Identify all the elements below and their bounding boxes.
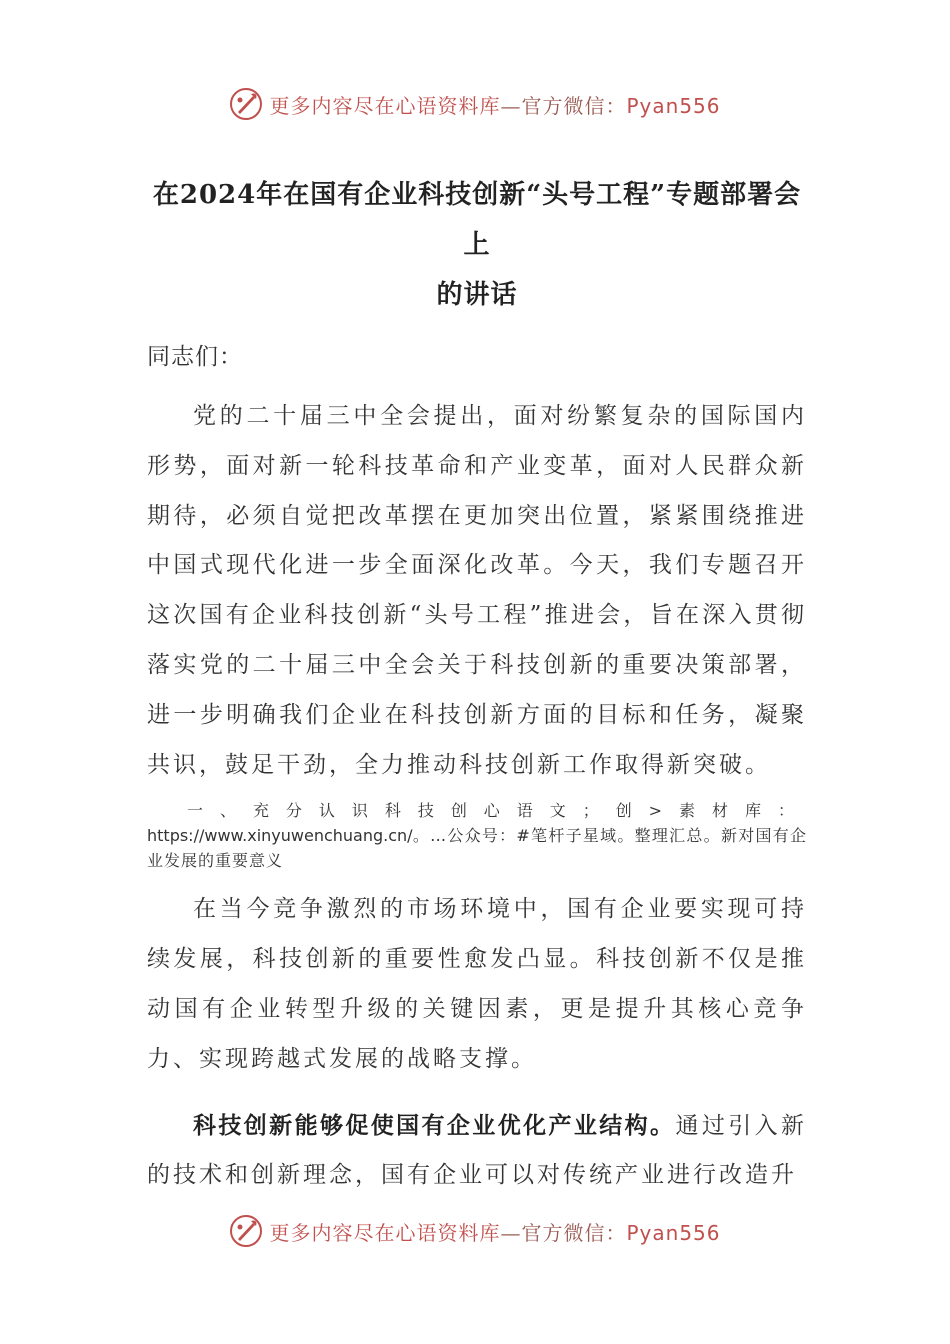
watermark-sub: —官方微信： — [500, 1220, 627, 1245]
title-line-1: 在2024年在国有企业科技创新“头号工程”专题部署会上 — [152, 180, 802, 260]
watermark-main: 更多内容尽在心语资料库 — [269, 93, 501, 118]
paragraph-3-body: 通过引入新的技术和创新理念，国有企业可以对传统产业进行改造升 — [147, 1112, 808, 1189]
paragraph-3-lead: 科技创新能够促使国有企业优化产业结构。 — [193, 1111, 676, 1139]
watermark-main: 更多内容尽在心语资料库 — [269, 1220, 501, 1245]
document-body — [147, 170, 807, 1201]
heading-url: https://www.xinyuwenchuang.cn/ — [147, 826, 413, 846]
heading-part-2: 。…公众号：#笔杆子星域。整理汇总。新对国有企业发展的重要意义 — [147, 826, 807, 871]
document-title — [147, 170, 807, 320]
greeting: 同志们： — [147, 344, 243, 370]
quill-pen-logo-icon — [229, 1214, 263, 1248]
quill-pen-logo-icon — [229, 87, 263, 121]
watermark-id: Pyan556 — [626, 1220, 721, 1245]
heading-part-1: 一、充分认识科技创心语文；创>素材库： — [187, 801, 807, 821]
watermark-sub: —官方微信： — [500, 93, 627, 118]
title-line-2: 的讲话 — [436, 280, 518, 310]
watermark-id: Pyan556 — [626, 93, 721, 118]
watermark-banner-top — [0, 84, 950, 124]
section-heading-1 — [147, 798, 807, 873]
paragraph-1: 党的二十届三中全会提出，面对纷繁复杂的国际国内形势，面对新一轮科技革命和产业变革，面对人民群众新期待，必须自觉把改革摆在更加突出位置，紧紧围绕推进中国式现代化进一步全面深化改革。今天，我们专题召开这次国有企业科技创新“头号工程”推进会，旨在深入贯彻落实党的二十届三中全会关于科技创新的重要决策部署，进一步明确我们企业在科技创新方面的目标和任务，凝聚共识，鼓足干劲，全力推动科技创新工作取得新突破。 — [147, 403, 807, 778]
watermark-text — [269, 1217, 720, 1246]
watermark-banner-bottom — [0, 1211, 950, 1251]
watermark-text — [269, 90, 720, 119]
paragraph-3 — [147, 1101, 807, 1202]
paragraph-2: 在当今竞争激烈的市场环境中，国有企业要实现可持续发展，科技创新的重要性愈发凸显。科技创新不仅是推动国有企业转型升级的关键因素，更是提升其核心竞争力、实现跨越式发展的战略支撑。 — [147, 896, 807, 1072]
